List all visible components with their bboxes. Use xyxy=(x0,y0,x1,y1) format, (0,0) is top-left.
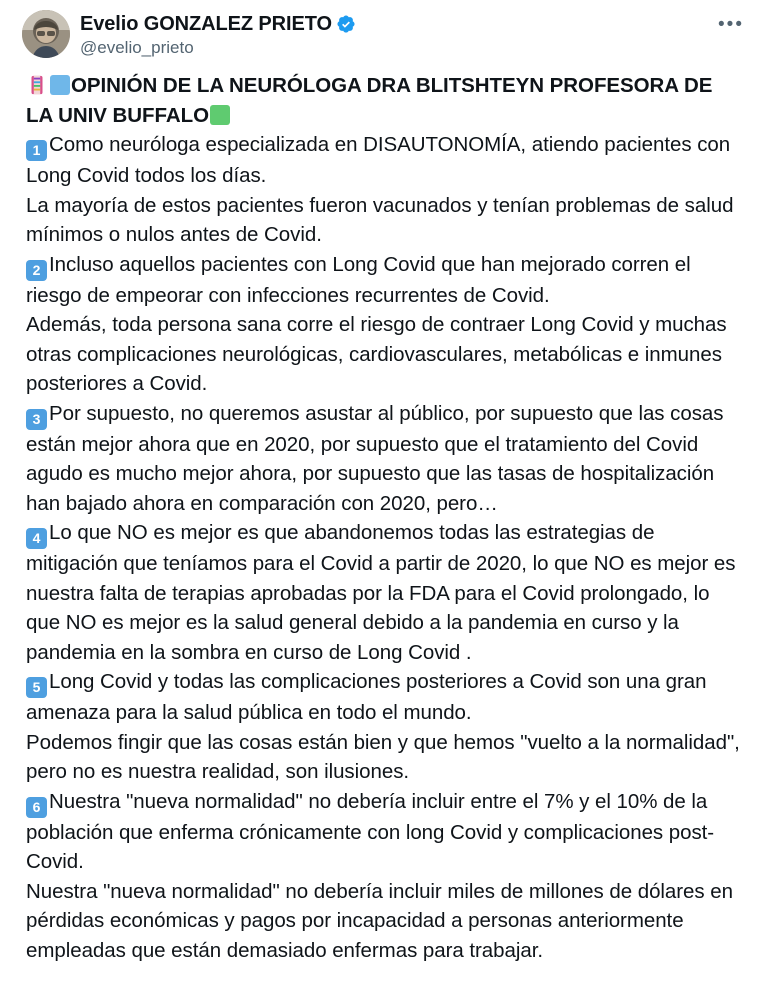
tweet-paragraph-3 xyxy=(26,250,744,311)
paragraph-text-4: Además, toda persona sana corre el riesgo de contraer Long Covid y muchas otras complicaciones neurológicas, cardiovasculares, metabólicas e inmunes posteriores a Covid. xyxy=(26,313,727,395)
number-emoji-2: 2 xyxy=(26,260,47,281)
number-emoji-6: 6 xyxy=(26,797,47,818)
paragraph-text-9: Nuestra "nueva normalidad" no debería incluir entre el 7% y el 10% de la población que enferma crónicamente con long Covid y complicaciones post-Covid. xyxy=(26,789,715,873)
tweet-paragraph-7 xyxy=(26,667,744,728)
tweet-paragraph-8 xyxy=(26,728,744,787)
verified-badge-icon xyxy=(336,14,356,34)
blue-square-emoji xyxy=(50,75,70,95)
number-emoji-5: 5 xyxy=(26,677,47,698)
paragraph-text-5: Por supuesto, no queremos asustar al público, por supuesto que las cosas están mejor ahora que en 2020, por supuesto que el tratamiento del Covid agudo es mucho mejor ahora, por supuesto que las tasas de hospitalización han bajado ahora en comparación con 2020, pero… xyxy=(26,401,724,515)
tweet-paragraph-6 xyxy=(26,518,744,667)
headline-text: OPINIÓN DE LA NEURÓLOGA DRA BLITSHTEYN PROFESORA DE LA UNIV BUFFALO xyxy=(26,74,713,127)
tweet-paragraph-5 xyxy=(26,399,744,519)
paragraph-text-6: Lo que NO es mejor es que abandonemos todas las estrategias de mitigación que teníamos para el Covid a partir de 2020, lo que NO es mejor es nuestra falta de terapias aprobadas por la FDA para el Covid prolongado, lo que NO es mejor es la salud general debido a la pandemia en curso y la pandemia en la sombra en curso de Long Covid . xyxy=(26,521,736,664)
tweet-text xyxy=(12,71,750,965)
thread-emoji xyxy=(26,74,48,96)
number-emoji-1: 1 xyxy=(26,140,47,161)
tweet-paragraph-1 xyxy=(26,130,744,191)
tweet-paragraph-4 xyxy=(26,310,744,399)
green-square-emoji xyxy=(210,105,230,125)
paragraph-text-8: Podemos fingir que las cosas están bien y que hemos "vuelto a la normalidad", pero no es nuestra realidad, son ilusiones. xyxy=(26,730,740,783)
tweet-paragraph-10 xyxy=(26,877,744,966)
more-options-icon[interactable]: ••• xyxy=(718,14,744,35)
number-emoji-3: 3 xyxy=(26,409,47,430)
name-row xyxy=(80,12,356,36)
paragraph-text-2: La mayoría de estos pacientes fueron vacunados y tenían problemas de salud mínimos o nulos antes de Covid. xyxy=(26,193,734,246)
paragraph-text-10: Nuestra "nueva normalidad" no debería incluir miles de millones de dólares en pérdidas económicas y pagos por incapacidad a personas anteriormente empleadas que están demasiado enfermas para trabajar. xyxy=(26,879,733,962)
identity-block xyxy=(80,10,356,59)
tweet-paragraph-9 xyxy=(26,787,744,877)
avatar[interactable] xyxy=(22,10,70,58)
paragraph-text-3: Incluso aquellos pacientes con Long Covid que han mejorado corren el riesgo de empeorar con infecciones recurrentes de Covid. xyxy=(26,252,691,307)
tweet-paragraph-headline xyxy=(26,71,744,130)
display-name: Evelio GONZALEZ PRIETO xyxy=(80,12,332,35)
number-emoji-4: 4 xyxy=(26,528,47,549)
paragraph-text-7: Long Covid y todas las complicaciones posteriores a Covid son una gran amenaza para la salud pública en todo el mundo. xyxy=(26,670,707,724)
tweet-header xyxy=(12,10,750,59)
paragraph-text-1: Como neuróloga especializada en DISAUTONOMÍA, atiendo pacientes con Long Covid todos los días. xyxy=(26,133,731,187)
handle: @evelio_prieto xyxy=(80,37,194,57)
tweet-paragraph-2 xyxy=(26,191,744,250)
